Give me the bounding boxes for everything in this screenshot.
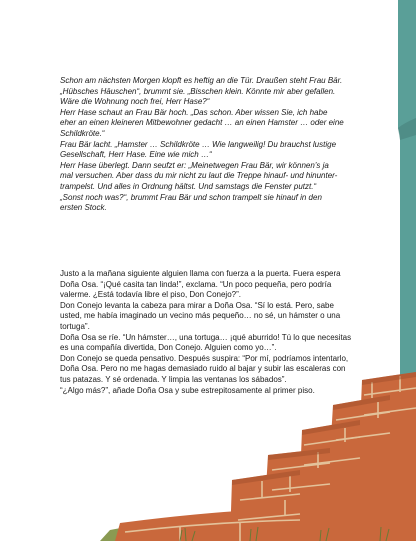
grass-dark <box>230 514 416 541</box>
german-text-block <box>60 76 378 214</box>
text-line: es una compañía divertida, Don Conejo. Alguien como yo…”. <box>60 343 277 353</box>
text-line: Frau Bär lacht. „Hamster … Schildkröte … Wie langweilig! Du brauchst lustige <box>60 139 337 149</box>
text-line: Herr Hase überlegt. Dann seufzt er: „Meinetwegen Frau Bär, wir können’s ja <box>60 160 329 170</box>
text-line: Gesellschaft, Herr Hase. Eine wie mich …“ <box>60 150 212 160</box>
text-line: Don Conejo se queda pensativo. Después suspira: “Por mí, podríamos intentarlo, <box>60 353 349 363</box>
text-line: „Sonst noch was?“, brummt Frau Bär und schon trampelt sie hinauf in den <box>60 192 322 202</box>
text-line: eher an einen kleineren Mitbewohner gedacht … an einen Hamster … oder eine <box>60 118 344 128</box>
text-line: ersten Stock. <box>60 203 107 213</box>
wall-shade <box>398 118 416 140</box>
text-line: mal versuchen. Aber dass du mir nicht zu laut die Treppe hinauf- und hinunter- <box>60 171 338 181</box>
text-line: “¿Algo más?”, añade Doña Osa y sube estrepitosamente al primer piso. <box>60 385 315 395</box>
text-line: Schon am nächsten Morgen klopft es heftig an die Tür. Draußen steht Frau Bär. <box>60 76 343 85</box>
text-line: Wäre die Wohnung noch frei, Herr Hase?“ <box>60 97 210 107</box>
text-line: Doña Osa. “¡Qué casita tan linda!”, exclama. “Un poco pequeña, pero podría <box>60 279 332 289</box>
text-line: Doña Osa. Pero no me hagas demasiado ruido al bajar y subir las escaleras con <box>60 364 346 374</box>
text-line: tus patazas. Y sé ordenada. Y limpia las ventanas los sábados”. <box>60 374 287 384</box>
text-line: Herr Hase schaut an Frau Bär hoch. „Das schon. Aber wissen Sie, ich habe <box>60 107 328 117</box>
grass-tufts <box>180 527 389 541</box>
text-line: tortuga”. <box>60 321 90 331</box>
text-line: Doña Osa se ríe. “Un hámster…, una tortuga… ¡qué aburrido! Tú lo que necesitas <box>60 332 352 342</box>
teal-wall <box>398 0 416 541</box>
spanish-text-block <box>60 269 378 396</box>
text-line: trampelst. Und alles in Ordnung hältst. Und samstags die Fenster putzt.“ <box>60 181 317 191</box>
grass <box>100 505 416 541</box>
brick-stairs <box>115 372 416 541</box>
text-line: „Hübsches Häuschen“, brummt sie. „Bisschen klein. Könnte mir aber gefallen. <box>60 86 336 96</box>
text-line: Justo a la mañana siguiente alguien llama con fuerza a la puerta. Fuera espera <box>60 269 341 278</box>
text-line: valerme. ¿Está todavía libre el piso, Don Conejo?”. <box>60 290 241 300</box>
text-line: usted, me había imaginado un vecino más pequeño… no sé, un hámster o una <box>60 311 341 321</box>
text-line: Don Conejo levanta la cabeza para mirar a Doña Osa. “Sí lo está. Pero, sabe <box>60 300 334 310</box>
text-line: Schildkröte.“ <box>60 128 105 138</box>
